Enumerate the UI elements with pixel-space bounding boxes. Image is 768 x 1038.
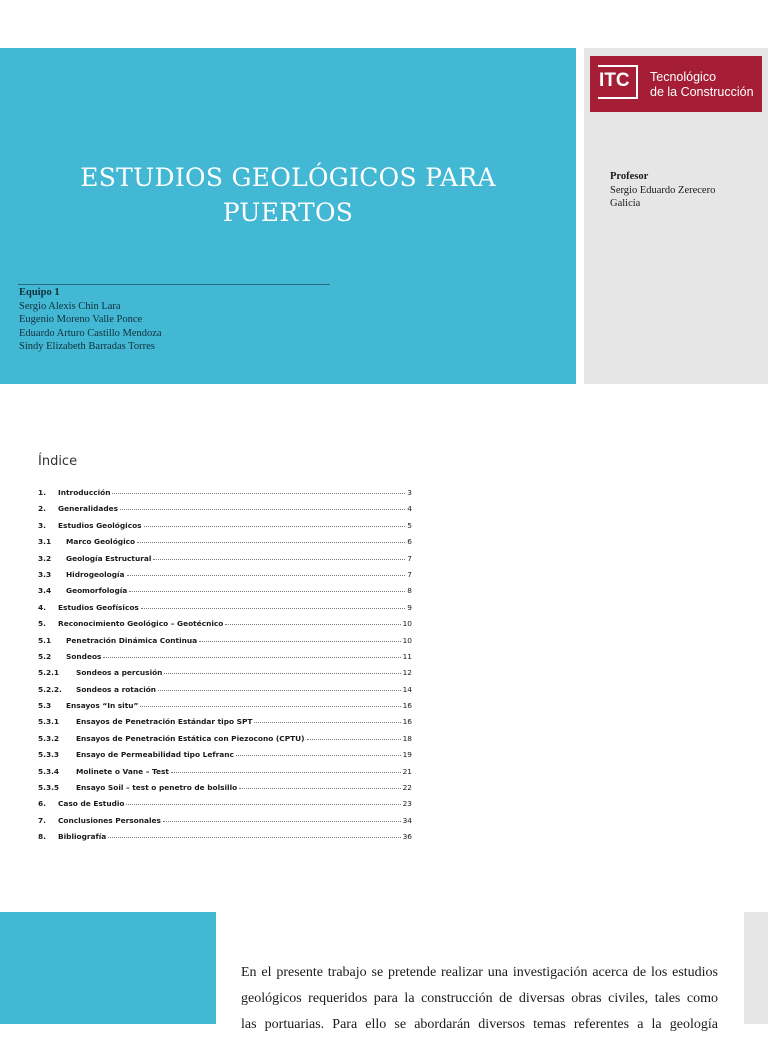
toc-entry[interactable]: [38, 636, 412, 652]
toc-entry-number: 3.: [38, 520, 46, 530]
toc-leader-dots: [164, 673, 400, 674]
toc-entry[interactable]: [38, 832, 412, 848]
toc-entry-number: 5.2: [38, 651, 52, 661]
toc-entry-number: 3.2: [38, 553, 52, 563]
toc-entry-number: 5.3.1: [38, 717, 60, 727]
team-member: Sindy Elizabeth Barradas Torres: [19, 341, 155, 352]
toc-entry-page: 34: [402, 815, 412, 825]
toc-entry-label: Conclusiones Personales: [58, 815, 161, 825]
toc-entry-number: 2.: [38, 504, 46, 514]
toc-entry-page: 10: [402, 635, 412, 645]
toc-entry-label: Sondeos a rotación: [76, 684, 157, 694]
toc-entry[interactable]: [38, 783, 412, 799]
toc-entry[interactable]: [38, 521, 412, 537]
itc-logo: [590, 56, 762, 112]
toc-entry[interactable]: [38, 504, 412, 520]
toc-entry-number: 7.: [38, 815, 46, 825]
toc-entry[interactable]: [38, 750, 412, 766]
toc-entry-label: Generalidades: [58, 504, 119, 514]
toc-entry-page: 9: [407, 602, 412, 612]
toc-entry-number: 3.3: [38, 569, 52, 579]
toc-leader-dots: [144, 526, 406, 527]
toc-entry[interactable]: [38, 734, 412, 750]
intro-page: [0, 912, 768, 1032]
team-heading: Equipo 1: [19, 287, 60, 298]
professor-heading: Profesor: [610, 171, 649, 182]
toc-entry-label: Ensayos de Penetración Estática con Piezocono (CPTU): [76, 733, 305, 743]
toc-leader-dots: [307, 739, 401, 740]
toc-entry-label: Marco Geológico: [66, 537, 136, 547]
toc-leader-dots: [120, 509, 405, 510]
logo-line-1: Tecnológico: [650, 70, 717, 84]
toc-entry-page: 23: [402, 799, 412, 809]
toc-entry-number: 5.3.3: [38, 750, 60, 760]
toc-entry-label: Ensayo Soil – test o penetro de bolsillo: [76, 783, 238, 793]
title-line-2: PUERTOS: [222, 198, 354, 227]
logo-wordmark: [650, 70, 754, 100]
intro-line: geológicos requeridos para la construcción de diversas obras civiles, tales como: [241, 991, 718, 1006]
team-member: Eduardo Arturo Castillo Mendoza: [19, 327, 162, 339]
toc-leader-dots: [254, 722, 400, 723]
toc-entry-page: 16: [402, 717, 412, 727]
toc-entry-page: 6: [407, 537, 412, 547]
toc-entry-number: 5.3.4: [38, 766, 60, 776]
toc-entry-label: Ensayos “In situ”: [66, 701, 139, 711]
toc-entry-label: Sondeos a percusión: [76, 668, 163, 678]
toc-entry[interactable]: [38, 537, 412, 553]
toc-entry-number: 5.: [38, 619, 46, 629]
team-block: [19, 286, 162, 354]
toc-entry-label: Molinete o Vane – Test: [76, 766, 169, 776]
logo-line-2: de la Construcción: [650, 85, 754, 99]
toc-entry-number: 4.: [38, 602, 46, 612]
toc-leader-dots: [158, 690, 401, 691]
toc-entry[interactable]: [38, 685, 412, 701]
toc-leader-dots: [127, 575, 406, 576]
title-line-1: ESTUDIOS GEOLÓGICOS PARA: [80, 163, 496, 192]
toc-entry-number: 5.3.2: [38, 733, 60, 743]
intro-line: En el presente trabajo se pretende realizar una investigación acerca de los estudios: [241, 965, 718, 980]
toc-entry-number: 3.1: [38, 537, 52, 547]
toc-entry-number: 5.3: [38, 701, 52, 711]
toc-leader-dots: [163, 821, 401, 822]
toc-entry-label: Caso de Estudio: [58, 799, 125, 809]
toc-entry-number: 1.: [38, 488, 46, 497]
toc-entry-number: 5.2.1: [38, 668, 60, 678]
toc-entry[interactable]: [38, 652, 412, 668]
team-divider: [18, 284, 330, 285]
toc-entry-page: 19: [402, 750, 412, 760]
toc-entry-page: 21: [402, 766, 412, 776]
toc-entry-page: 16: [402, 701, 412, 711]
index-page: [0, 384, 768, 864]
toc-entry-label: Sondeos: [66, 651, 102, 661]
toc-leader-dots: [108, 837, 400, 838]
cover-main-panel: [0, 48, 576, 384]
toc-leader-dots: [103, 657, 400, 658]
toc-entry-page: 7: [407, 553, 412, 563]
toc-entry-number: 8.: [38, 832, 46, 842]
toc-entry[interactable]: [38, 488, 412, 504]
cover-page: [0, 48, 768, 384]
toc-entry[interactable]: [38, 570, 412, 586]
toc-entry-number: 5.3.5: [38, 783, 60, 793]
toc-entry-number: 5.1: [38, 635, 52, 645]
toc-entry-label: Estudios Geofísicos: [58, 602, 139, 612]
toc-leader-dots: [141, 608, 405, 609]
toc-entry[interactable]: [38, 701, 412, 717]
toc-leader-dots: [236, 755, 401, 756]
intro-side-panel: [744, 912, 768, 1024]
toc-entry-page: 22: [402, 783, 412, 793]
toc-leader-dots: [112, 493, 405, 494]
toc-entry-label: Geomorfología: [66, 586, 128, 596]
toc-leader-dots: [171, 772, 401, 773]
toc-leader-dots: [126, 804, 400, 805]
toc-leader-dots: [225, 624, 400, 625]
toc-entry-page: 11: [402, 651, 412, 661]
toc-entry-page: 36: [402, 832, 412, 842]
toc-entry[interactable]: [38, 767, 412, 783]
toc-entry-label: Hidrogeología: [66, 569, 125, 579]
team-member: Eugenio Moreno Valle Ponce: [19, 314, 143, 325]
toc-entry[interactable]: [38, 603, 412, 619]
toc-entry-number: 5.2.2.: [38, 684, 62, 694]
toc-entry-page: 5: [407, 520, 412, 530]
toc-entry[interactable]: [38, 668, 412, 684]
toc-leader-dots: [153, 559, 405, 560]
toc-entry[interactable]: [38, 586, 412, 602]
intro-paragraph: [241, 960, 718, 1038]
logo-mark: ITC: [599, 70, 630, 91]
toc-entry-label: Penetración Dinámica Continua: [66, 635, 198, 645]
toc-entry-label: Ensayos de Penetración Estándar tipo SPT: [76, 717, 253, 727]
toc-entry-number: 3.4: [38, 586, 52, 596]
toc-entry-label: Introducción: [58, 488, 111, 497]
toc-entry[interactable]: [38, 799, 412, 815]
toc-leader-dots: [140, 706, 400, 707]
toc-entry-page: 10: [402, 619, 412, 629]
toc-leader-dots: [129, 591, 405, 592]
toc-leader-dots: [137, 542, 405, 543]
toc-entry-label: Ensayo de Permeabilidad tipo Lefranc: [76, 750, 234, 760]
table-of-contents: [38, 488, 412, 849]
index-title: Índice: [38, 454, 78, 469]
intro-accent-bar: [0, 912, 216, 1024]
toc-entry-label: Bibliografía: [58, 832, 107, 842]
document-title: [0, 160, 576, 230]
toc-entry-page: 7: [407, 569, 412, 579]
toc-entry-label: Geología Estructural: [66, 553, 152, 563]
toc-entry-label: Estudios Geológicos: [58, 520, 142, 530]
intro-line: las portuarias. Para ello se abordarán diversos temas referentes a la geología: [241, 1017, 718, 1032]
professor-block: [610, 170, 760, 211]
toc-entry-page: 3: [407, 488, 412, 497]
toc-entry[interactable]: [38, 816, 412, 832]
toc-entry[interactable]: [38, 717, 412, 733]
professor-name-line: Galicia: [610, 198, 641, 209]
toc-entry[interactable]: [38, 619, 412, 635]
toc-leader-dots: [239, 788, 400, 789]
toc-entry-page: 18: [402, 733, 412, 743]
toc-entry-page: 12: [402, 668, 412, 678]
toc-entry-number: 6.: [38, 799, 46, 809]
toc-entry[interactable]: [38, 554, 412, 570]
toc-entry-page: 8: [407, 586, 412, 596]
toc-entry-page: 14: [402, 684, 412, 694]
team-member: Sergio Alexis Chin Lara: [19, 300, 121, 312]
toc-entry-page: 4: [407, 504, 412, 514]
toc-entry-label: Reconocimiento Geológico – Geotécnico: [58, 619, 224, 629]
professor-name-line: Sergio Eduardo Zerecero: [610, 184, 716, 196]
toc-leader-dots: [199, 641, 400, 642]
